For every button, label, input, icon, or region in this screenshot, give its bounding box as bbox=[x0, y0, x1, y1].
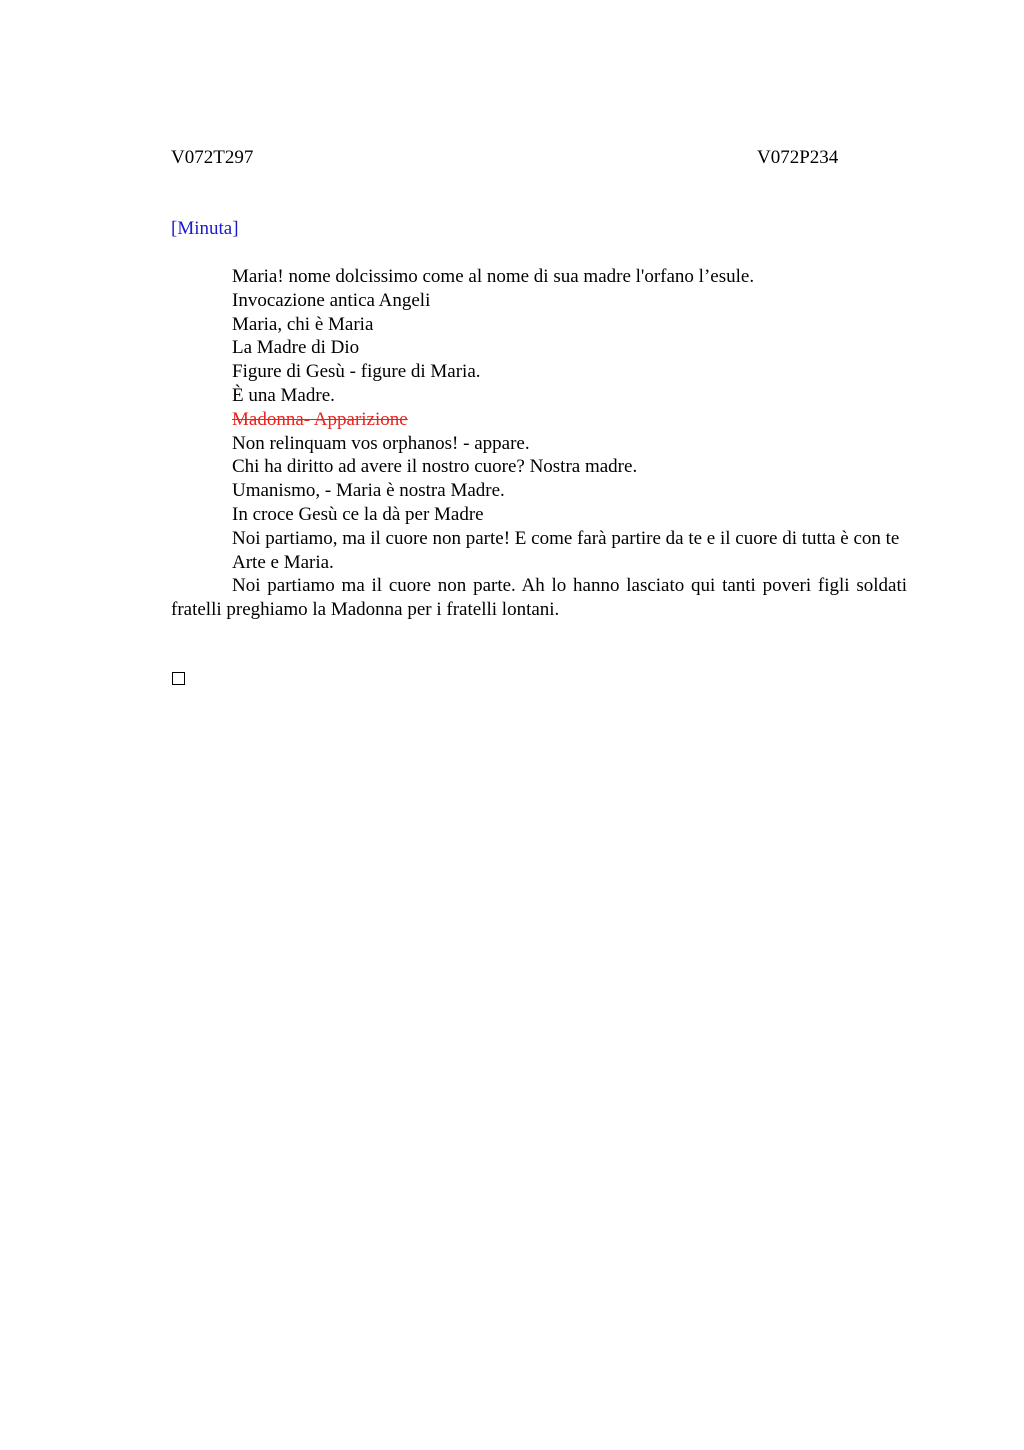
header-left-code: V072T297 bbox=[171, 147, 254, 168]
text-line: Umanismo, - Maria è nostra Madre. bbox=[232, 480, 505, 502]
text-line: Noi partiamo ma il cuore non parte. Ah lo hanno lasciato qui tanti poveri figli soldati fratelli preghiamo la Madonna per i fratelli lontani. bbox=[171, 575, 907, 621]
text-line: In croce Gesù ce la dà per Madre bbox=[232, 503, 484, 525]
text-line: Noi partiamo, ma il cuore non parte! E come farà partire da te e il cuore di tutta è con te bbox=[232, 527, 900, 549]
section-label: [Minuta] bbox=[171, 218, 239, 239]
text-line: Arte e Maria. bbox=[232, 551, 334, 573]
header-right-code: V072P234 bbox=[757, 147, 839, 168]
text-line: Invocazione antica Angeli bbox=[232, 289, 431, 311]
text-line: Maria, chi è Maria bbox=[232, 313, 374, 335]
deleted-text-line: Madonna- Apparizione bbox=[232, 408, 408, 430]
text-line: Figure di Gesù - figure di Maria. bbox=[232, 361, 481, 383]
text-line: La Madre di Dio bbox=[232, 337, 360, 359]
text-line: Chi ha diritto ad avere il nostro cuore? Nostra madre. bbox=[232, 456, 638, 478]
body-text bbox=[171, 265, 907, 622]
text-line: È una Madre. bbox=[232, 384, 335, 406]
text-line: Maria! nome dolcissimo come al nome di sua madre l'orfano l’esule. bbox=[232, 266, 755, 287]
empty-square-icon bbox=[172, 672, 185, 685]
text-line: Non relinquam vos orphanos! - appare. bbox=[232, 432, 530, 454]
